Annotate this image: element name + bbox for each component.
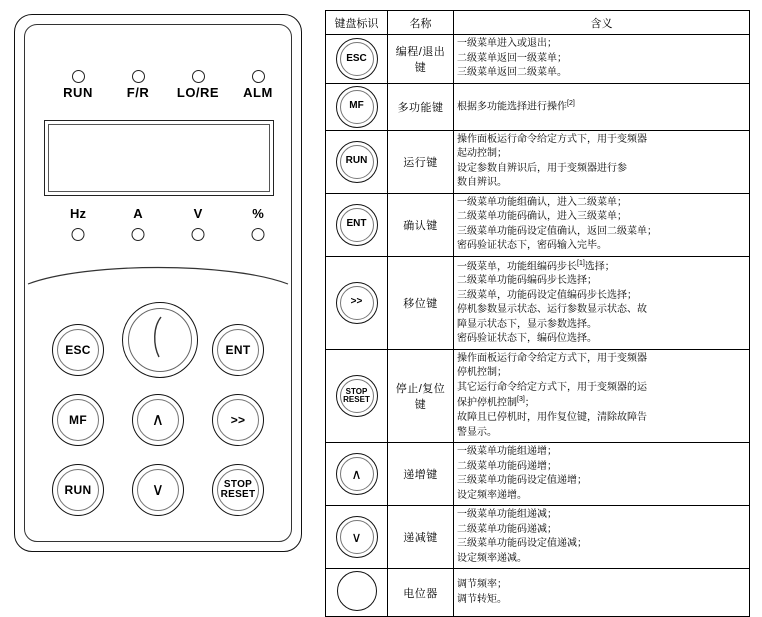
lcd-display	[44, 120, 274, 196]
key-shift-label: >>	[230, 412, 246, 427]
table-key-icon	[336, 141, 378, 183]
meaning-line: 其它运行命令给定方式下，用于变频器的运	[457, 381, 647, 393]
led-fr	[132, 70, 145, 83]
meaning-line: 保护停机控制[3]；	[457, 396, 535, 409]
key-mf-label: MF	[69, 412, 87, 427]
key-up-label: ∧	[151, 410, 165, 430]
table-key-name-cell: 移位键	[388, 256, 454, 349]
table-key-meaning-cell	[454, 443, 750, 506]
table-header-row	[326, 11, 750, 35]
header-key-mark: 键盘标识	[326, 11, 388, 35]
table-key-label: MF	[349, 100, 364, 112]
led-label-run: RUN	[63, 85, 93, 100]
table-key-name-cell: 运行键	[388, 130, 454, 193]
table-key-reset-label: RESET	[343, 394, 370, 404]
table-key-graphic-cell	[326, 256, 388, 349]
meaning-line: 警显示。	[457, 426, 497, 438]
meaning-line: 操作面板运行命令给定方式下，用于变频器	[457, 352, 647, 364]
keypad-figure	[14, 14, 304, 554]
table-key-name-cell: 编程/退出键	[388, 35, 454, 84]
table-key-name-cell: 递减键	[388, 506, 454, 569]
meaning-line: 一级菜单功能组确认，进入二级菜单；	[457, 196, 627, 208]
table-key-graphic-cell	[326, 193, 388, 256]
table-key-graphic-cell	[326, 349, 388, 442]
meaning-line: 设定频率递增。	[457, 489, 527, 501]
lcd-display-inner	[48, 124, 270, 192]
meaning-line: 一级菜单进入或退出；	[457, 38, 557, 49]
table-key-graphic-cell	[326, 35, 388, 84]
table-key-potentiometer-icon	[337, 571, 377, 611]
unit-label-v: V	[193, 206, 203, 221]
meaning-line: 三级菜单返回二级菜单。	[457, 67, 567, 78]
key-reset-label: RESET	[220, 489, 256, 500]
unit-led-hz	[72, 228, 85, 241]
meaning-line: 障显示状态下，显示参数选择。	[457, 318, 597, 330]
meaning-line: 三级菜单功能码设定值确认，返回二级菜单；	[457, 225, 657, 237]
table-key-icon	[336, 282, 378, 324]
table-row	[326, 569, 750, 617]
table-key-label: RUN	[345, 155, 368, 167]
meaning-line: 三级菜单，功能码设定值编码步长选择；	[457, 289, 637, 301]
table-key-graphic-cell	[326, 83, 388, 130]
table-key-meaning-cell	[454, 35, 750, 84]
table-key-meaning-cell	[454, 506, 750, 569]
table-key-meaning-cell	[454, 130, 750, 193]
table-key-graphic-cell	[326, 443, 388, 506]
table-key-meaning-cell	[454, 193, 750, 256]
meaning-line: 根据多功能选择进行操作[2]	[457, 99, 575, 112]
table-key-stop-label: STOP	[345, 386, 368, 396]
meaning-line: 密码验证状态下，编码位选择。	[457, 333, 597, 345]
led-label-alm: ALM	[243, 85, 273, 100]
unit-led-percent	[252, 228, 265, 241]
table-key-name-cell: 电位器	[388, 569, 454, 617]
meaning-line: 起动控制；	[457, 148, 507, 159]
meaning-line: 二级菜单功能码递减；	[457, 523, 557, 535]
key-run-label: RUN	[64, 482, 92, 497]
table-key-name-cell: 递增键	[388, 443, 454, 506]
key-stop-label: STOP	[223, 478, 253, 490]
table-key-meaning-cell	[454, 569, 750, 617]
key-down-label: ∨	[151, 480, 165, 500]
meaning-line: 设定频率递减。	[457, 552, 527, 564]
table-key-meaning-cell	[454, 83, 750, 130]
unit-led-row	[38, 206, 278, 246]
table-key-label: ∧	[351, 465, 362, 482]
table-key-label: ENT	[346, 218, 367, 230]
table-key-icon	[336, 38, 378, 80]
table-key-meaning-cell	[454, 256, 750, 349]
meaning-line: 一级菜单功能组递增；	[457, 446, 557, 458]
meaning-line: 故障且已停机时，用作复位键，清除故障告	[457, 412, 647, 424]
unit-led-a	[132, 228, 145, 241]
table-key-icon	[336, 204, 378, 246]
table-row	[326, 35, 750, 84]
potentiometer-knob[interactable]	[122, 302, 198, 378]
unit-label-a: A	[133, 206, 143, 221]
key-down[interactable]	[132, 464, 184, 516]
meaning-line: 一级菜单功能组递减；	[457, 509, 557, 521]
key-ent-label: ENT	[225, 342, 251, 357]
key-ent[interactable]	[212, 324, 264, 376]
led-lore	[192, 70, 205, 83]
table-key-graphic-cell	[326, 506, 388, 569]
meaning-line: 设定参数自辨识后，用于变频器进行参	[457, 162, 627, 174]
meaning-line: 二级菜单功能码确认，进入三级菜单；	[457, 211, 627, 222]
meaning-line: 停机控制；	[457, 367, 507, 379]
key-up[interactable]	[132, 394, 184, 446]
table-key-label: >>	[350, 296, 363, 308]
led-label-fr: F/R	[126, 85, 150, 100]
key-esc[interactable]	[52, 324, 104, 376]
key-mf[interactable]	[52, 394, 104, 446]
indicator-led-row	[38, 70, 278, 106]
table-row	[326, 349, 750, 442]
potentiometer-pointer-icon	[151, 315, 167, 359]
meaning-line: 二级菜单功能码编码步长选择；	[457, 275, 597, 287]
key-esc-label: ESC	[65, 342, 91, 357]
table-key-label: ESC	[346, 52, 367, 64]
key-stop-reset[interactable]	[212, 464, 264, 516]
table-key-graphic-cell	[326, 130, 388, 193]
table-key-icon	[336, 86, 378, 128]
header-name: 名称	[388, 11, 454, 35]
table-key-name-cell: 确认键	[388, 193, 454, 256]
unit-label-hz: Hz	[70, 206, 86, 221]
led-label-lore: LO/RE	[176, 85, 220, 100]
meaning-line: 调节频率；	[457, 579, 507, 591]
panel-divider-curve	[26, 260, 290, 286]
table-key-name-cell: 多功能键	[388, 83, 454, 130]
table-key-stop-reset-icon	[336, 375, 378, 417]
meaning-line: 二级菜单功能码递增；	[457, 460, 557, 472]
meaning-line: 一级菜单，功能组编码步长[1]选择；	[457, 259, 615, 272]
header-meaning: 含义	[454, 11, 750, 35]
unit-label-percent: %	[252, 206, 264, 221]
table-row	[326, 130, 750, 193]
unit-led-v	[192, 228, 205, 241]
meaning-line: 操作面板运行命令给定方式下，用于变频器	[457, 133, 647, 145]
key-function-table	[325, 10, 750, 617]
meaning-line: 调节转矩。	[457, 593, 507, 605]
table-key-graphic-cell	[326, 569, 388, 617]
meaning-line: 数自辨识。	[457, 177, 507, 188]
meaning-line: 三级菜单功能码设定值递增；	[457, 475, 587, 487]
table-key-name-cell: 停止/复位键	[388, 349, 454, 442]
key-shift[interactable]	[212, 394, 264, 446]
meaning-line: 密码验证状态下，密码输入完毕。	[457, 240, 607, 251]
led-run	[72, 70, 85, 83]
table-key-label: ∨	[351, 528, 362, 545]
meaning-line: 三级菜单功能码设定值递减；	[457, 538, 587, 550]
table-row	[326, 443, 750, 506]
table-key-icon	[336, 453, 378, 495]
meaning-line: 二级菜单返回一级菜单；	[457, 52, 567, 64]
table-key-icon	[336, 516, 378, 558]
table-row	[326, 83, 750, 130]
key-run[interactable]	[52, 464, 104, 516]
table-row	[326, 193, 750, 256]
led-alm	[252, 70, 265, 83]
meaning-line: 停机参数显示状态、运行参数显示状态、故	[457, 304, 647, 316]
table-row	[326, 256, 750, 349]
table-key-meaning-cell	[454, 349, 750, 442]
table-row	[326, 506, 750, 569]
